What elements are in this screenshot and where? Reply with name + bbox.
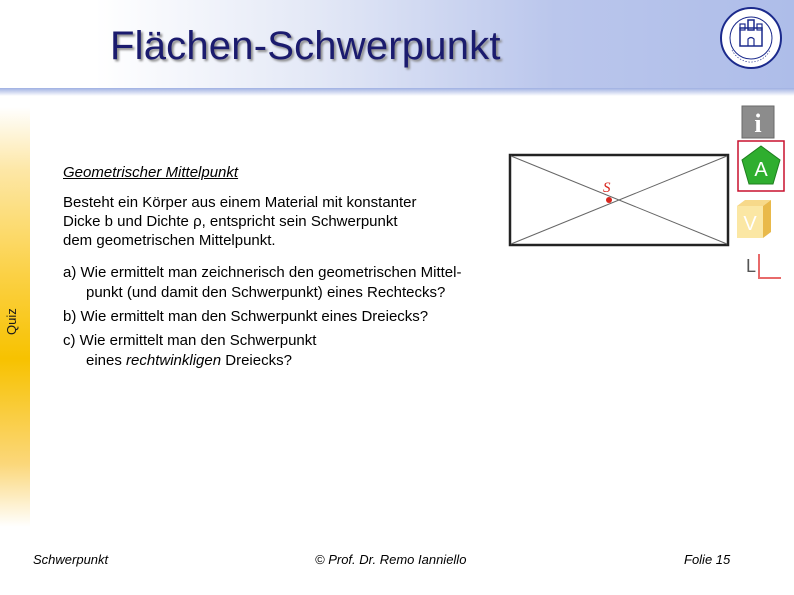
footer-copyright: © Prof. Dr. Remo Ianniello: [315, 552, 467, 567]
video-icon-glyph: V: [743, 213, 757, 235]
rectangle-diagram: [508, 153, 730, 247]
intro-line: Besteht ein Körper aus einem Material mit konstanter: [63, 194, 417, 211]
question-line: [63, 351, 461, 371]
solution-icon-glyph: L: [745, 256, 757, 276]
solution-icon[interactable]: [741, 248, 785, 284]
slide-title: Flächen-Schwerpunkt: [110, 24, 501, 68]
centroid-label: S: [603, 180, 611, 196]
question-text: Dreiecks?: [221, 352, 292, 369]
answer-icon[interactable]: [737, 140, 785, 192]
info-icon[interactable]: [741, 105, 775, 139]
question-c: [63, 331, 461, 371]
question-line: punkt (und damit den Schwerpunkt) eines Rechtecks?: [86, 284, 446, 301]
intro-line: dem geometrischen Mittelpunkt.: [63, 232, 276, 249]
video-icon[interactable]: [733, 198, 773, 240]
footer-topic: Schwerpunkt: [33, 552, 109, 567]
question-list: [63, 263, 461, 375]
question-text: eines: [86, 352, 127, 369]
header-divider: [0, 88, 794, 96]
quiz-label: Quiz: [4, 308, 19, 335]
question-line: c) Wie ermittelt man den Schwerpunkt: [63, 332, 317, 349]
intro-line: Dicke b und Dichte ρ, entspricht sein Schwerpunkt: [63, 213, 398, 230]
info-icon-glyph: i: [754, 109, 762, 138]
university-logo: [718, 4, 784, 76]
question-line: b) Wie ermittelt man den Schwerpunkt eines Dreiecks?: [63, 308, 429, 325]
emphasis-text: rechtwinkligen: [126, 352, 222, 369]
section-heading: Geometrischer Mittelpunkt: [63, 164, 239, 181]
intro-text: [63, 193, 417, 250]
footer-slide-number: Folie 15: [684, 552, 731, 567]
centroid-point: [606, 197, 612, 203]
question-line: a) Wie ermittelt man zeichnerisch den geometrischen Mittel-: [63, 264, 462, 281]
question-b: [63, 307, 461, 327]
question-a: [63, 263, 461, 303]
answer-icon-glyph: A: [754, 159, 768, 181]
